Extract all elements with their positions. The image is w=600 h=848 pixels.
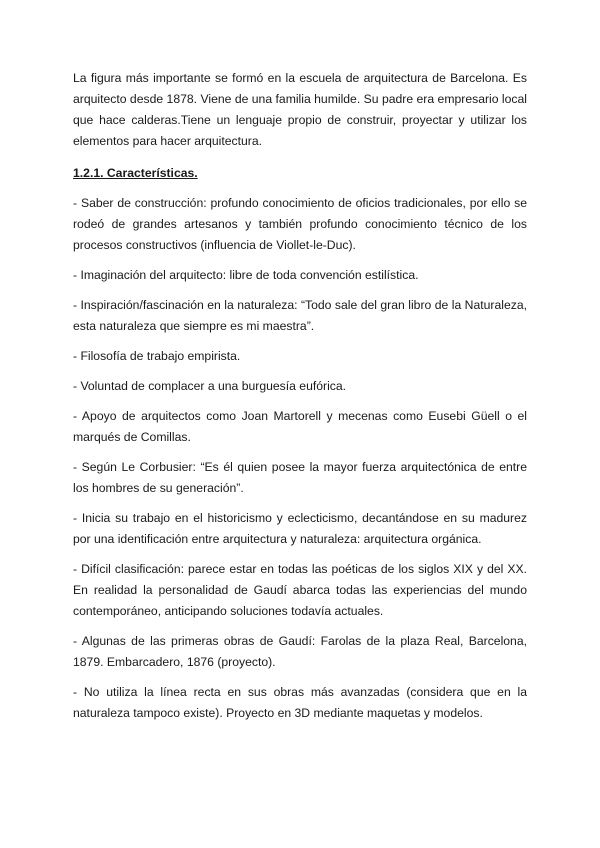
section-heading: 1.2.1. Características. [73,166,198,180]
intro-paragraph: La figura más importante se formó en la escuela de arquitectura de Barcelona. Es arquitecto desde 1878. Viene de una familia humilde. Su padre era empresario local que hace calderas.Tiene un lenguaje propio de construir, proyectar y utilizar los elementos para hacer arquitectura. [73,71,527,148]
characteristic-item: - Inspiración/fascinación en la naturaleza: “Todo sale del gran libro de la Naturaleza, esta naturaleza que siempre es mi maestra”. [73,298,527,333]
characteristic-item: - Inicia su trabajo en el historicismo y eclecticismo, decantándose en su madurez por una identificación entre arquitectura y naturaleza: arquitectura orgánica. [73,511,527,546]
characteristic-item: - Voluntad de complacer a una burguesía eufórica. [73,379,347,393]
characteristic-item: - No utiliza la línea recta en sus obras más avanzadas (considera que en la naturaleza tampoco existe). Proyecto en 3D mediante maquetas y modelos. [73,685,527,720]
characteristic-item: - Según Le Corbusier: “Es él quien posee la mayor fuerza arquitectónica de entre los hombres de su generación”. [73,460,527,495]
characteristic-item: - Difícil clasificación: parece estar en todas las poéticas de los siglos XIX y del XX. En realidad la personalidad de Gaudí abarca todas las experiencias del mundo contemporáneo, anticipando soluciones todavía actuales. [73,562,527,618]
characteristic-item: - Filosofía de trabajo empirista. [73,349,241,363]
characteristic-item: - Imaginación del arquitecto: libre de toda convención estilística. [73,268,419,282]
characteristic-item: - Apoyo de arquitectos como Joan Martorell y mecenas como Eusebi Güell o el marqués de Comillas. [73,409,527,444]
characteristic-item: - Algunas de las primeras obras de Gaudí: Farolas de la plaza Real, Barcelona, 1879. Embarcadero, 1876 (proyecto). [73,634,527,669]
characteristic-item: - Saber de construcción: profundo conocimiento de oficios tradicionales, por ello se rodeó de grandes artesanos y también profundo conocimiento técnico de los procesos constructivos (influencia de Viollet-le-Duc). [73,196,527,252]
